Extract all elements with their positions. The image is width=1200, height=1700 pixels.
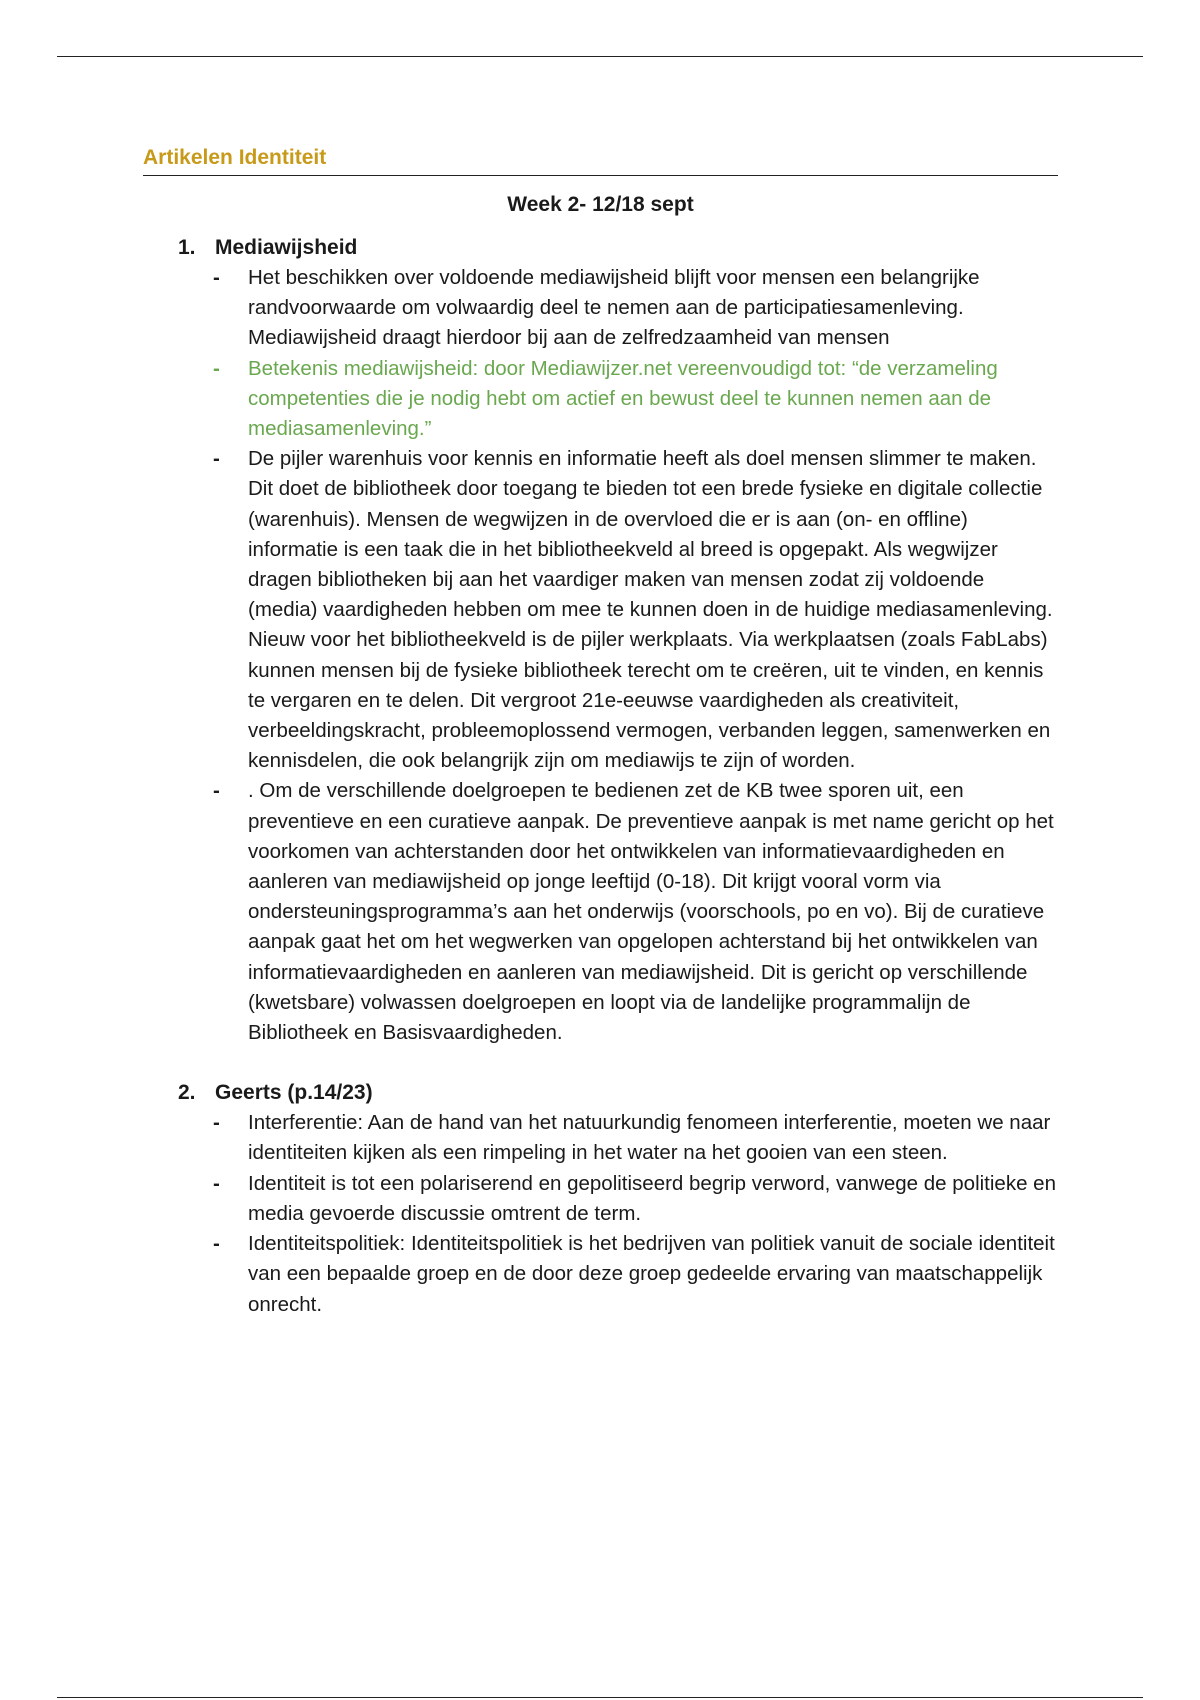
bullet-dash: - <box>213 1232 220 1256</box>
bullet-text: Het beschikken over voldoende mediawijsheid blijft voor mensen een belangrijke randvoorwaarde om volwaardig deel te nemen aan de participatiesamenleving. Mediawijsheid draagt hierdoor bij aan de zelfredzaamheid van mensen <box>248 266 980 350</box>
section-number: 2. <box>178 1081 196 1105</box>
week-heading: Week 2- 12/18 sept <box>507 193 694 216</box>
section-title: Geerts (p.14/23) <box>215 1081 373 1105</box>
bullet-dash: - <box>213 266 220 289</box>
bullet-list <box>143 263 1058 1048</box>
bullet-text: Interferentie: Aan de hand van het natuurkundig fenomeen interferentie, moeten we naar identiteiten kijken als een rimpeling in het water na het gooien van een steen. <box>248 1111 1051 1165</box>
bullet-dash: - <box>213 1171 220 1195</box>
section-heading <box>143 1078 1058 1108</box>
bullet-text: Identiteitspolitiek: Identiteitspolitiek is het bedrijven van politiek vanuit de sociale identiteit van een bepaalde groep en de door deze groep gedeelde ervaring van maatschappelijk onrecht. <box>248 1232 1055 1316</box>
bullet-item-quote <box>143 354 1058 445</box>
bullet-text: Identiteit is tot een polariserend en gepolitiseerd begrip verword, vanwege de politieke en media gevoerde discussie omtrent de term. <box>248 1171 1056 1225</box>
bullet-list <box>143 1108 1058 1319</box>
bullet-item <box>143 776 1058 1048</box>
section-geerts <box>143 1078 1058 1319</box>
bullet-dash: - <box>213 447 220 471</box>
bullet-item <box>143 1229 1058 1320</box>
bullet-dash: - <box>213 779 220 803</box>
bullet-item <box>143 444 1058 776</box>
bullet-item <box>143 263 1058 354</box>
page-top-rule <box>57 56 1143 57</box>
section-number: 1. <box>178 236 196 259</box>
bullet-item <box>143 1108 1058 1168</box>
title-underline <box>143 175 1058 176</box>
section-title: Mediawijsheid <box>215 236 358 259</box>
document-body <box>143 144 1058 1320</box>
bullet-dash: - <box>213 356 220 380</box>
bullet-text: De pijler warenhuis voor kennis en informatie heeft als doel mensen slimmer te maken. Dit doet de bibliotheek door toegang te bieden tot een brede fysieke en digitale collectie (warenhuis). Mensen de wegwijzen in de overvloed die er is aan (on- en offline) informatie is een taak die in het bibliotheekveld al breed is opgepakt. Als wegwijzer dragen bibliotheken bij aan het vaardiger maken van mensen zodat zij voldoende (media) vaardigheden hebben om mee te kunnen doen in de huidige mediasamenleving. Nieuw voor het bibliotheekveld is de pijler werkplaats. Via werkplaatsen (zoals FabLabs) kunnen mensen bij de fysieke bibliotheek terecht om te creëren, uit te vinden, en kennis te vergaren en te delen. Dit vergroot 21e-eeuwse vaardigheden als creativiteit, verbeeldingskracht, probleemoplossend vermogen, verbanden leggen, samenwerken en kennisdelen, die ook belangrijk zijn om mediawijs te zijn of worden. <box>248 447 1053 773</box>
document-title: Artikelen Identiteit <box>143 146 327 169</box>
section-list <box>143 233 1058 1320</box>
bullet-text: Betekenis mediawijsheid: door Mediawijzer.net vereenvoudigd tot: “de verzameling competenties die je nodig hebt om actief en bewust deel te kunnen nemen aan de mediasamenleving.” <box>248 356 998 441</box>
bullet-dash: - <box>213 1111 220 1135</box>
section-mediawijsheid <box>143 233 1058 1048</box>
page-bottom-rule <box>57 1697 1143 1698</box>
bullet-item <box>143 1169 1058 1229</box>
bullet-text: . Om de verschillende doelgroepen te bedienen zet de KB twee sporen uit, een preventieve en een curatieve aanpak. De preventieve aanpak is met name gericht op het voorkomen van achterstanden door het ontwikkelen van informatievaardigheden en aanleren van mediawijsheid op jonge leeftijd (0-18). Dit krijgt vooral vorm via ondersteuningsprogramma’s aan het onderwijs (voorschools, po en vo). Bij de curatieve aanpak gaat het om het wegwerken van opgelopen achterstand bij het ontwikkelen van informatievaardigheden en aanleren van mediawijsheid. Dit is gericht op verschillende (kwetsbare) volwassen doelgroepen en loopt via de landelijke programmalijn de Bibliotheek en Basisvaardigheden. <box>248 779 1054 1045</box>
section-heading <box>143 233 1058 263</box>
